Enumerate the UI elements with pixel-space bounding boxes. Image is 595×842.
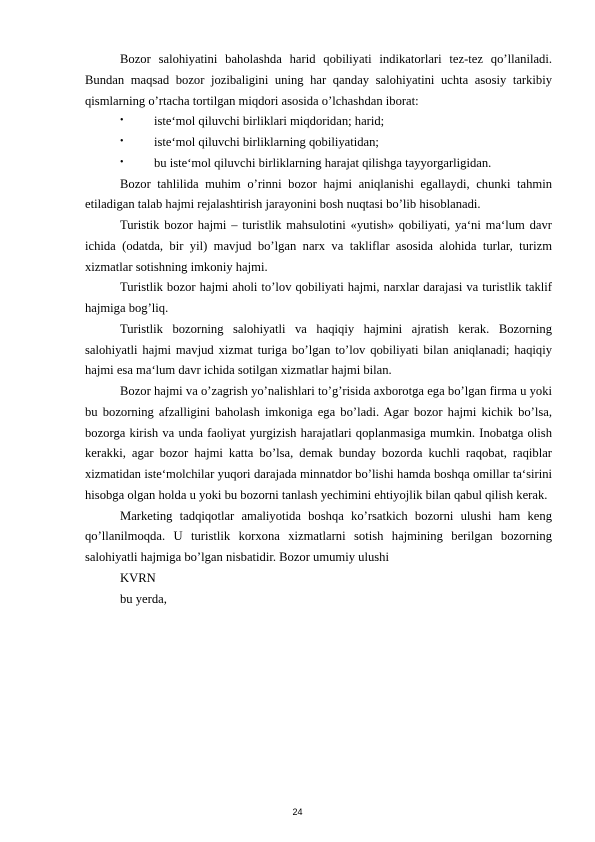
page-number: 24 — [292, 807, 303, 817]
bullet-item-text: iste‘mol qiluvchi birliklari miqdoridan; harid; — [154, 114, 385, 129]
paragraph-potential-vs-actual: Turistlik bozorning salohiyatli va haqiqiy hajmini ajratish kerak. Bozorning salohiyatli hajmi mavjud xizmat turiga bo’lgan to’lov qobiliyati bilan aniqlanadi; haqiqiy hajmi esa ma‘lum davr ichida sotilgan xizmatlar hajmi bilan. — [85, 321, 552, 378]
bullet-icon: • — [120, 136, 124, 147]
bullet-item-1 — [85, 111, 552, 132]
paragraph-market-potential-indicators: Bozor salohiyatini baholashda harid qobiliyati indikatorlari tez-tez qo’llaniladi. Bundan maqsad bozor jozibaligini uning har qanday salohiyatini uchta asosiy tarkibiy qismlarning o’rtacha tortilgan miqdori asosida o’lchashdan iborat: — [85, 52, 552, 108]
bullet-item-text: bu iste‘mol qiluvchi birliklarning harajat qilishga tayyorgarligidan. — [154, 155, 492, 170]
bullet-list — [85, 111, 552, 173]
bullet-icon: • — [120, 156, 124, 168]
paragraph-market-volume: Bozor tahlilida muhim o’rinni bozor hajmi aniqlanishi egallaydi, chunki tahmin etiladigan talab hajmi rejalashtirish jarayonini bosh nuqtasi bo’lib hisoblanadi. — [85, 176, 552, 212]
bullet-item-2 — [85, 132, 552, 153]
paragraph-market-choice: Bozor hajmi va o’zagrish yo’nalishlari to’g’risida axborotga ega bo’lgan firma u yoki bu bozorning afzalligini baholash imkoniga ega bo’ladi. Agar bozor hajmi kichik bo’lsa, bozorga kirish va unda faoliyat yurgizish harajatlari qoplanmasiga mumkin. Inobatga olish kerakki, agar bozor hajmi katta bo’lsa, demak bunday bozorda kuchli raqobat, raqiblar xizmatidan iste‘molchilar yuqori darajada minnatdor bo’lishi hamda boshqa omillar ta‘sirini hisobga olgan holda u yoki bu bozorni tanlash yechimini ehtiyojlik bilan qabul qilish kerak. — [85, 384, 552, 502]
bullet-item-text: iste‘mol qiluvchi birliklarning qobiliyatidan; — [154, 135, 379, 149]
paragraph-volume-dependence: Turistlik bozor hajmi aholi to’lov qobiliyati hajmi, narxlar darajasi va turistlik taklif hajmiga bog’liq. — [85, 280, 552, 315]
bullet-icon: • — [120, 115, 124, 127]
paragraph-where: bu yerda, — [120, 591, 167, 606]
bullet-item-3 — [85, 153, 552, 174]
formula-label: KVRN — [120, 570, 156, 585]
page-body — [85, 49, 552, 609]
paragraph-market-share: Marketing tadqiqotlar amaliyotida boshqa ko’rsatkich bozorni ulushi ham keng qo’llanilmoqda. U turistlik korxona xizmatlarni sotish hajmining berilgan bozorning salohiyatli hajmiga bo’lgan nisbatidir. Bozor umumiy ulushi — [85, 508, 552, 564]
paragraph-tourist-market-volume: Turistik bozor hajmi – turistlik mahsulotini «yutish» qobiliyati, ya‘ni ma‘lum davr ichida (odatda, bir yil) mavjud bo’lgan narx va takliflar asosida alohida turlar, turizm xizmatlar sotishning imkoniy hajmi. — [85, 218, 552, 274]
